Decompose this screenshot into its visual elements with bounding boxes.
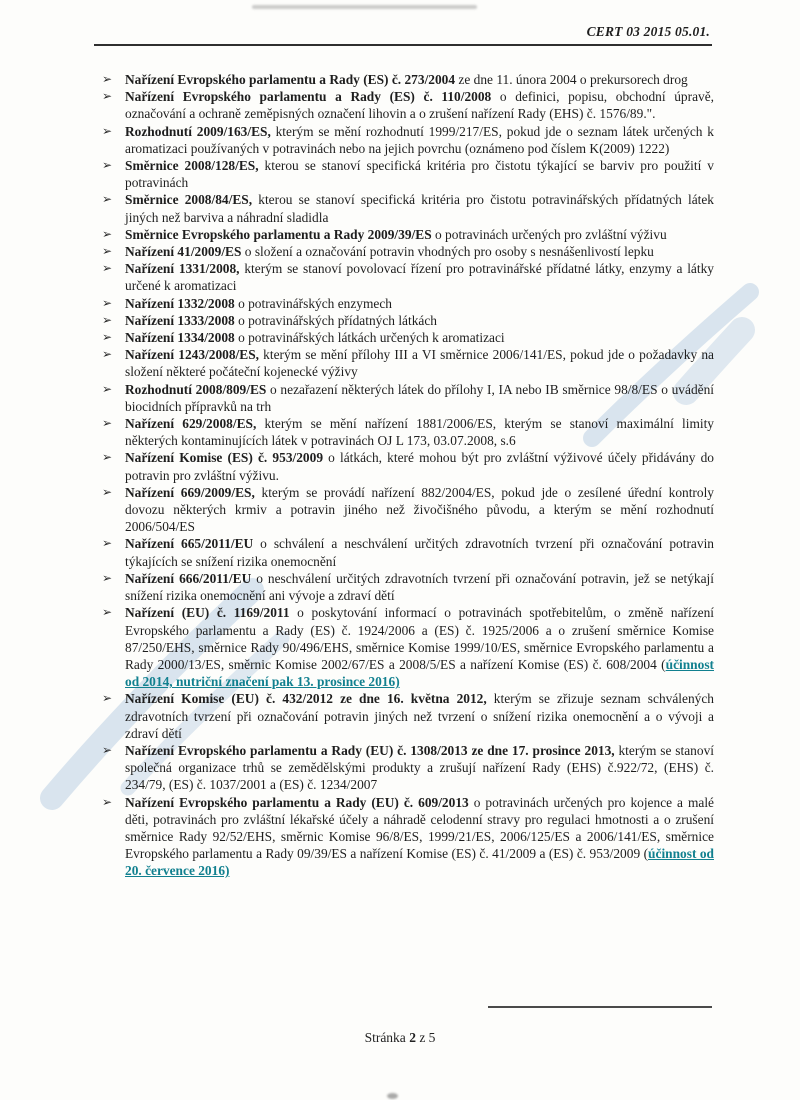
text-segment-bold: Nařízení 1334/2008: [125, 330, 235, 346]
bullet-arrow-icon: ➢: [102, 570, 113, 585]
text-segment-bold: Nařízení 1333/2008: [125, 312, 235, 328]
bullet-arrow-icon: ➢: [102, 381, 113, 396]
footer-page-number: 2: [409, 1030, 416, 1045]
regulation-list-item: [98, 449, 714, 483]
text-segment-bold: Nařízení 1331/2008,: [125, 261, 240, 277]
bullet-arrow-icon: ➢: [102, 123, 113, 138]
scan-artifact-top: [252, 5, 477, 9]
bullet-arrow-icon: ➢: [102, 295, 113, 310]
text-segment-bold: Nařízení Komise (ES) č. 953/2009: [125, 450, 324, 466]
regulation-list-item: [98, 484, 714, 536]
text-segment-normal: o nezařazení některých látek do přílohy I, IA nebo IB směrnice 98/8/ES o uvádění biocidních přípravků na trh: [125, 381, 714, 414]
text-segment-normal: o schválení a neschválení určitých zdravotních tvrzení při označování potravin týkajících se snížení rizika onemocnění: [125, 536, 714, 569]
regulation-list-item: [98, 346, 714, 380]
bullet-arrow-icon: ➢: [102, 416, 113, 431]
text-segment-normal: kterým se stanoví společná organizace trhů se zemědělskými produkty a zrušují nařízení Rady (EHS) č.922/72, (EHS) č. 234/79, (ES) č. 1037/2001 a (ES) č. 1234/2007: [125, 742, 714, 793]
bullet-arrow-icon: ➢: [102, 312, 113, 327]
text-segment-normal: o potravinách určených pro kojence a malé děti, potravinách pro zvláštní lékařské účely a náhradě celodenní stravy pro regulaci hmotnosti a o zrušení směrnice Rady 92/52/EHS, směrnic Komise 96/8/ES, 1999/21/ES, 2006/125/ES a 2006/141/ES, směrnice Evropského parlamentu a Rady 09/39/ES a nařízení Komise (ES) č. 41/2009 a (ES) č. 953/2009 (: [125, 794, 714, 862]
text-segment-bold: Nařízení 665/2011/EU: [125, 536, 254, 552]
text-segment-bold: Nařízení Evropského parlamentu a Rady (ES) č. 273/2004: [125, 72, 456, 87]
regulation-list-item: [98, 535, 714, 569]
regulation-list-item: [98, 71, 714, 88]
regulation-list-item: [98, 690, 714, 742]
bullet-arrow-icon: ➢: [102, 89, 113, 104]
regulation-list-item: [98, 794, 714, 880]
text-segment-normal: kterou se stanoví specifická kritéria pro čistotu potravinářských přídatných látek jiných než barviva a náhradní sladidla: [125, 192, 714, 225]
regulation-list-item: [98, 312, 714, 329]
regulation-list-item: [98, 123, 714, 157]
text-segment-bold: Nařízení 629/2008/ES,: [125, 416, 257, 432]
regulation-list-item: [98, 157, 714, 191]
text-segment-bold: Nařízení (EU) č. 1169/2011: [125, 605, 290, 621]
text-segment-bold: Směrnice Evropského parlamentu a Rady 2009/39/ES: [125, 226, 432, 242]
text-segment-bold: Nařízení 41/2009/ES: [125, 244, 242, 260]
regulation-list-item: [98, 295, 714, 312]
text-segment-normal: ze dne 11. února 2004 o prekursorech drog: [455, 72, 688, 87]
text-segment-highlight: účinnost od 2014, nutriční značení pak 13. prosince 2016): [125, 656, 714, 690]
bullet-arrow-icon: ➢: [102, 244, 113, 259]
text-segment-bold: Rozhodnutí 2009/163/ES,: [125, 123, 271, 139]
text-segment-normal: o potravinářských přídatných látkách: [234, 312, 437, 328]
text-segment-normal: kterým se mění rozhodnutí 1999/217/ES, pokud jde o seznam látek určených k aromatizaci používaných v potravinách nebo na jejich povrchu (oznámeno pod číslem K(2009) 1222): [125, 123, 714, 156]
text-segment-normal: o látkách, které mohou být pro zvláštní výživové účely přidávány do potravin pro zvláštní výživu.: [125, 450, 714, 483]
text-segment-bold: Nařízení Evropského parlamentu a Rady (EU) č. 1308/2013 ze dne 17. prosince 2013,: [125, 742, 615, 758]
bullet-arrow-icon: ➢: [102, 450, 113, 465]
text-segment-normal: o složení a označování potravin vhodných pro osoby s nesnášenlivostí lepku: [241, 244, 654, 260]
bullet-arrow-icon: ➢: [102, 261, 113, 276]
text-segment-highlight: účinnost od 20. července 2016): [125, 846, 714, 879]
header-divider: [94, 44, 712, 46]
regulation-list-item: [98, 329, 714, 346]
regulation-list-item: [98, 742, 714, 794]
regulation-list-item: [98, 570, 714, 604]
regulation-list-item: [98, 243, 714, 260]
page-footer: [0, 1030, 800, 1046]
text-segment-bold: Nařízení 669/2009/ES,: [125, 484, 255, 500]
text-segment-bold: Nařízení Komise (EU) č. 432/2012 ze dne 16. května 2012,: [125, 691, 487, 707]
text-segment-normal: kterým se provádí nařízení 882/2004/ES, pokud jde o zesílené úřední kontroly dovozu některých krmiv a potravin jiného než živočišného původu, a kterým se mění rozhodnutí 2006/504/ES: [125, 484, 715, 535]
text-segment-bold: Nařízení 1332/2008: [125, 295, 235, 311]
text-segment-normal: o potravinách určených pro zvláštní výživu: [431, 226, 667, 242]
regulation-list-item: [98, 260, 714, 294]
text-segment-bold: Směrnice 2008/128/ES,: [125, 158, 259, 174]
bullet-arrow-icon: ➢: [102, 536, 113, 551]
bullet-arrow-icon: ➢: [102, 192, 113, 207]
regulation-list-item: [98, 226, 714, 243]
text-segment-bold: Směrnice 2008/84/ES,: [125, 192, 253, 208]
text-segment-normal: kterým se mění nařízení 1881/2006/ES, kterým se stanoví maximální limity některých kontaminujících látek v potravinách OJ L 173, 03.07.2008, s.6: [125, 416, 714, 449]
text-segment-normal: o poskytování informací o potravinách spotřebitelům, o změně nařízení Evropského parlamentu a Rady (ES) č. 1924/2006 a (ES) č. 1925/2006 a o zrušení směrnice Komise 87/250/EHS, směrnice Rady 90/496/EHS, směrnice Komise 1999/10/ES, směrnice Evropského parlamentu a Rady 2000/13/ES, směrnic Komise 2002/67/ES a 2008/5/ES a nařízení Komise (ES) č. 608/2004 (: [125, 605, 714, 672]
regulation-list: [98, 71, 714, 880]
text-segment-normal: o definici, popisu, obchodní úpravě, označování a ochraně zeměpisných označení lihovin a o zrušení nařízení Rady (EHS) č. 1576/89.".: [125, 89, 715, 122]
bullet-arrow-icon: ➢: [102, 330, 113, 345]
bullet-arrow-icon: ➢: [102, 158, 113, 173]
text-segment-bold: Nařízení 666/2011/EU: [125, 570, 252, 586]
text-segment-normal: o neschválení určitých zdravotních tvrzení při označování potravin, jež se netýkají snížení rizika onemocnění ani vývoje a zdraví dětí: [125, 570, 714, 604]
footer-label-prefix: Stránka: [364, 1030, 410, 1045]
text-segment-normal: kterým se stanoví povolovací řízení pro potravinářské přídatné látky, enzymy a látky určené k aromatizaci: [125, 261, 714, 294]
bullet-arrow-icon: ➢: [102, 794, 113, 809]
bullet-arrow-icon: ➢: [102, 691, 113, 706]
text-segment-bold: Nařízení 1243/2008/ES,: [125, 347, 259, 363]
text-segment-normal: kterou se stanoví specifická kritéria pro čistotu týkající se barviv pro použití v potravinách: [125, 158, 714, 191]
text-segment-normal: kterým se mění přílohy III a VI směrnice 2006/141/ES, pokud jde o požadavky na složení některé počáteční kojenecké výživy: [125, 347, 714, 380]
text-segment-bold: Nařízení Evropského parlamentu a Rady (ES) č. 110/2008: [125, 89, 492, 105]
document-code: CERT 03 2015 05.01.: [586, 24, 710, 39]
bullet-arrow-icon: ➢: [102, 72, 113, 86]
regulation-list-item: [98, 381, 714, 415]
text-segment-bold: Nařízení Evropského parlamentu a Rady (EU) č. 609/2013: [125, 794, 469, 810]
text-segment-normal: o potravinářských enzymech: [234, 295, 392, 311]
bullet-arrow-icon: ➢: [102, 605, 113, 620]
text-segment-normal: kterým se zřizuje seznam schválených zdravotních tvrzení při označování potravin jiných než tvrzení o snížení rizika onemocnění a o vývoji a zdraví dětí: [125, 691, 714, 741]
footer-divider: [488, 1006, 712, 1008]
regulation-list-item: [98, 415, 714, 449]
text-segment-normal: o potravinářských látkách určených k aromatizaci: [234, 330, 505, 346]
regulation-list-item: [98, 88, 714, 122]
footer-label-suffix: z 5: [415, 1030, 436, 1045]
bullet-arrow-icon: ➢: [102, 347, 113, 362]
bullet-arrow-icon: ➢: [102, 226, 113, 241]
bullet-arrow-icon: ➢: [102, 484, 113, 499]
regulation-list-item: [98, 604, 714, 690]
text-segment-bold: Rozhodnutí 2008/809/ES: [125, 381, 267, 397]
bullet-arrow-icon: ➢: [102, 742, 113, 757]
scan-artifact-bottom: [387, 1093, 398, 1099]
regulation-list-item: [98, 191, 714, 225]
